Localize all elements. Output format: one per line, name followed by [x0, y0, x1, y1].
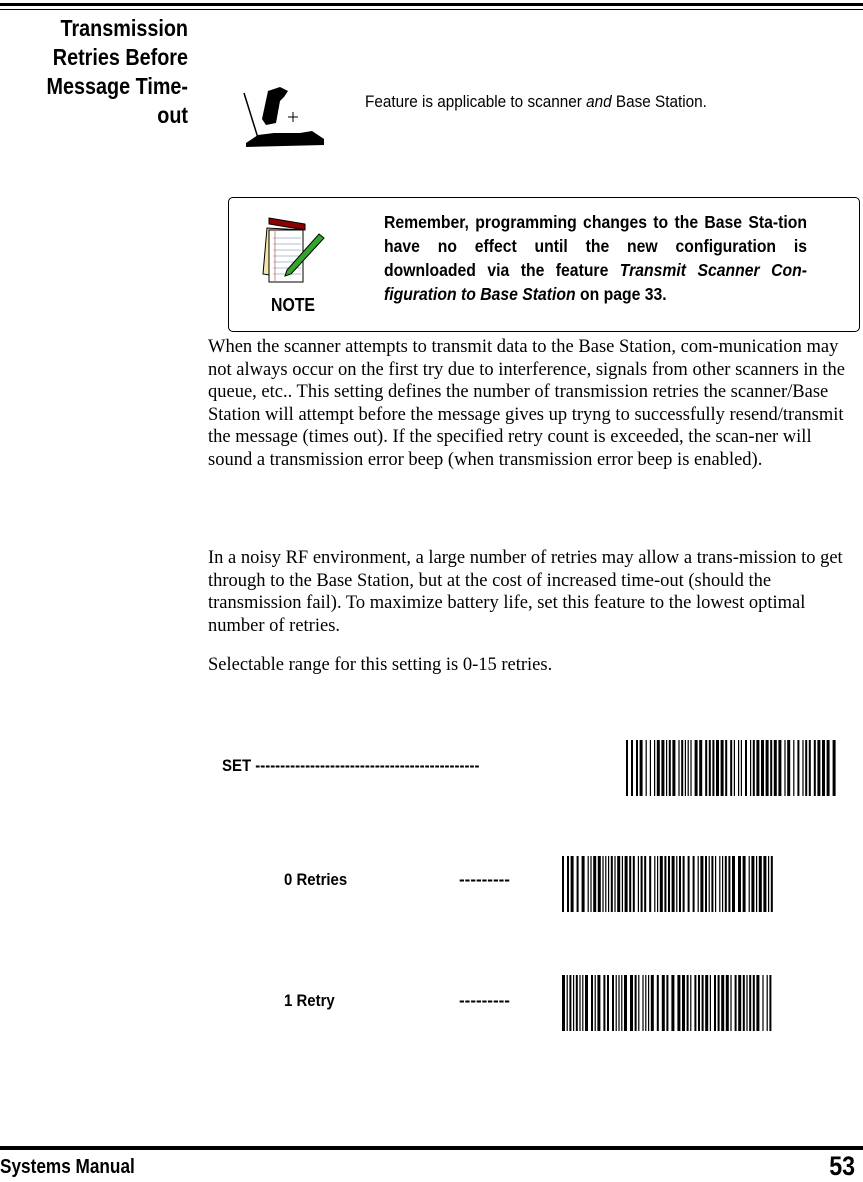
top-rule [0, 3, 863, 6]
barcode-bar [702, 975, 704, 1031]
note-label: NOTE [271, 295, 316, 315]
barcode-bar [745, 740, 747, 796]
barcode-bar [688, 740, 689, 796]
barcode-bar [602, 856, 603, 912]
section-title [26, 14, 188, 130]
barcode-bar [687, 975, 689, 1031]
barcode-bar [756, 740, 759, 796]
barcode-bar [621, 975, 622, 1031]
barcode-bar [761, 740, 764, 796]
notepad-pencil-icon [261, 214, 331, 284]
barcode-bar [817, 740, 820, 796]
barcode-bar [721, 740, 724, 796]
barcode-bar [681, 740, 683, 796]
barcode-bar [721, 975, 724, 1031]
barcode-bar [603, 975, 605, 1031]
barcode-bar [569, 975, 571, 1031]
barcode-bar [699, 740, 702, 796]
barcode-bar [562, 856, 564, 912]
barcode-bar [730, 975, 731, 1031]
barcode-bar [577, 856, 579, 912]
barcode-bar [756, 856, 757, 912]
barcode-bar [646, 740, 647, 796]
barcode-bar [588, 856, 589, 912]
barcode-bar [576, 975, 578, 1031]
barcode-bar [746, 975, 747, 1031]
barcode-bar [679, 856, 681, 912]
barcode-bar [607, 975, 609, 1031]
barcode-bar [617, 856, 620, 912]
barcode-bar [657, 856, 658, 912]
barcode-bar [759, 856, 762, 912]
barcode-bar [822, 740, 825, 796]
note-text [384, 210, 807, 306]
note-text-before: Remember, programming changes to the Base Sta-tion have no effect until the new configuration is downloaded via the feature [384, 212, 807, 280]
option-1-retry-dash: --------- [459, 991, 510, 1010]
barcode-bar [730, 740, 732, 796]
section-title-line-3: Message Time- [46, 73, 189, 99]
section-title-line-1: Transmission [60, 15, 188, 41]
barcode-bar [582, 856, 585, 912]
barcode-bar [750, 740, 751, 796]
barcode-bar [664, 856, 666, 912]
barcode-bar [571, 856, 574, 912]
barcode-bar [695, 740, 698, 796]
barcode-bar [598, 856, 601, 912]
barcode-bar [705, 740, 707, 796]
barcode-bar [624, 975, 627, 1031]
barcode-bar [685, 740, 686, 796]
set-label: SET --------------------------------------------- [222, 756, 480, 775]
barcode-bar [732, 856, 735, 912]
barcode-bar [833, 740, 836, 796]
note-box [228, 197, 860, 332]
barcode-bar [595, 975, 596, 1031]
barcode-bar [657, 740, 660, 796]
barcode-bar [645, 975, 646, 1031]
barcode-bar [726, 975, 729, 1031]
barcode-bar [562, 975, 565, 1031]
barcode-bar [662, 975, 665, 1031]
note-link-transmit-config[interactable]: Transmit Scanner Con-figuration to Base Station [384, 260, 807, 304]
scanner-base-station-icon [240, 83, 330, 153]
barcode-bar [641, 856, 643, 912]
barcode-bar [622, 856, 623, 912]
barcode-bar [660, 856, 663, 912]
barcode-bar [809, 740, 811, 796]
barcode-bar [649, 856, 651, 912]
barcode-bar [766, 740, 769, 796]
barcode-bar [734, 740, 735, 796]
barcode-bar [716, 740, 719, 796]
barcode-bar [738, 740, 739, 796]
barcode-bar [666, 740, 667, 796]
barcode-bar [593, 856, 596, 912]
barcode-bar [657, 975, 659, 1031]
barcode-bar [753, 740, 755, 796]
barcode-bar [787, 740, 790, 796]
barcode-bar [642, 975, 643, 1031]
barcode-bar [700, 856, 703, 912]
barcode-bar [751, 856, 754, 912]
barcode-bar [814, 740, 816, 796]
barcode-bar [630, 975, 633, 1031]
option-0-retries-dash: --------- [459, 870, 510, 889]
barcode-bar [651, 975, 654, 1031]
barcode-bar [676, 856, 677, 912]
barcode-bar [688, 856, 690, 912]
barcode-bar [616, 975, 617, 1031]
barcode-bar [741, 740, 742, 796]
barcode-bar [738, 975, 741, 1031]
barcode-bar [743, 856, 746, 912]
option-1-retry-label: 1 Retry [284, 991, 335, 1010]
set-barcode[interactable] [624, 740, 842, 796]
barcode-bar [771, 856, 773, 912]
barcode-bar [648, 975, 649, 1031]
barcode-bar [669, 740, 671, 796]
barcode-bar [793, 740, 794, 796]
barcode-bar [654, 856, 655, 912]
barcode-bar [640, 740, 643, 796]
barcode-bar [605, 856, 606, 912]
barcode-bar [611, 856, 613, 912]
barcode-bar [710, 975, 711, 1031]
barcode-bar [683, 856, 685, 912]
barcode-bar [629, 856, 631, 912]
barcode-bar [631, 740, 633, 796]
feature-emphasis: and [586, 92, 612, 111]
barcode-bar [672, 856, 675, 912]
barcode-bar [672, 740, 675, 796]
barcode-bar [827, 740, 830, 796]
barcode-bar [608, 856, 609, 912]
barcode-bar [638, 975, 639, 1031]
barcode-bar [709, 856, 710, 912]
barcode-bar [753, 975, 755, 1031]
barcode-bar [698, 856, 699, 912]
barcode-bar [677, 975, 680, 1031]
barcode-bar [778, 740, 781, 796]
barcode-bar [714, 975, 716, 1031]
barcode-bar [678, 740, 679, 796]
feature-suffix: Base Station. [611, 92, 707, 111]
barcode-bar [682, 975, 685, 1031]
barcode-bar [661, 740, 664, 796]
feature-applicability [365, 92, 707, 112]
barcode-bar [671, 975, 674, 1031]
option-1-retry-barcode[interactable] [560, 975, 778, 1031]
barcode-bar [770, 740, 772, 796]
paragraph-3: Selectable range for this setting is 0-15 retries. [208, 655, 553, 675]
barcode-bar [712, 740, 714, 796]
barcode-bar [705, 856, 707, 912]
barcode-bar [591, 975, 593, 1031]
barcode-bar [711, 856, 713, 912]
page-number: 53 [829, 1151, 855, 1181]
barcode-bar [768, 856, 769, 912]
barcode-bar [694, 975, 696, 1031]
barcode-bar [698, 975, 700, 1031]
bottom-rule [0, 1146, 863, 1150]
barcode-bar [769, 975, 771, 1031]
barcode-bar [738, 856, 741, 912]
barcode-bar [638, 856, 639, 912]
barcode-bar [728, 856, 730, 912]
barcode-bar [767, 975, 768, 1031]
barcode-bar [693, 856, 695, 912]
barcode-bar [666, 975, 668, 1031]
barcode-bar [585, 975, 588, 1031]
barcode-bar [573, 975, 574, 1031]
barcode-bar [626, 740, 628, 796]
barcode-bar [567, 975, 568, 1031]
barcode-bar [567, 856, 569, 912]
barcode-bar [709, 740, 711, 796]
barcode-bar [612, 975, 614, 1031]
option-0-retries-barcode[interactable] [560, 856, 778, 912]
barcode-bar [719, 856, 720, 912]
barcode-bar [590, 856, 591, 912]
barcode-bar [633, 856, 635, 912]
barcode-bar [614, 856, 615, 912]
barcode-bar [650, 740, 651, 796]
barcode-bar [690, 975, 691, 1031]
barcode-bar [635, 975, 637, 1031]
barcode-bar [805, 740, 807, 796]
barcode-bar [618, 975, 619, 1031]
barcode-bar [690, 740, 691, 796]
section-title-line-4: out [157, 102, 188, 128]
option-0-retries-label: 0 Retries [284, 870, 348, 889]
barcode-bar [625, 856, 628, 912]
barcode-bar [763, 856, 766, 912]
barcode-bar [725, 856, 727, 912]
barcode-bar [636, 740, 638, 796]
barcode-bar [715, 856, 716, 912]
note-text-after: on page 33. [575, 284, 667, 304]
barcode-bar [749, 975, 751, 1031]
barcode-bar [802, 740, 803, 796]
barcode-bar [762, 975, 763, 1031]
barcode-bar [743, 975, 745, 1031]
top-rule-thin [0, 9, 863, 10]
barcode-bar [644, 856, 646, 912]
barcode-bar [597, 975, 600, 1031]
barcode-bar [725, 740, 727, 796]
barcode-bar [797, 740, 799, 796]
barcode-bar [579, 975, 580, 1031]
barcode-bar [756, 975, 759, 1031]
barcode-bar [774, 740, 777, 796]
barcode-bar [668, 856, 670, 912]
barcode-bar [749, 856, 750, 912]
footer-manual-title: Systems Manual [0, 1156, 135, 1178]
feature-prefix: Feature is applicable to scanner [365, 92, 587, 111]
barcode-bar [735, 975, 737, 1031]
barcode-bar [654, 740, 655, 796]
barcode-bar [705, 975, 708, 1031]
barcode-bar [582, 975, 583, 1031]
paragraph-2: In a noisy RF environment, a large number of retries may allow a trans-mission to get through to the Base Station, but at the cost of increased time-out (should the transmission fail). To maximize battery life, set this feature to the lowest optimal number of retries. [208, 548, 843, 636]
barcode-bar [722, 856, 723, 912]
barcode-bar [718, 975, 720, 1031]
section-title-line-2: Retries Before [52, 44, 189, 70]
paragraph-1: When the scanner attempts to transmit data to the Base Station, com-munication may not always occur on the first try due to interference, signals from other scanners in the queue, etc.. This setting defines the number of transmission retries the scanner/Base Station will attempt before the message gives up tryng to successfully resend/transmit the message (times out). If the specified retry count is exceeded, the scan-ner will sound a transmission error beep (when transmission error beep is enabled). [208, 337, 846, 470]
barcode-bar [784, 740, 785, 796]
